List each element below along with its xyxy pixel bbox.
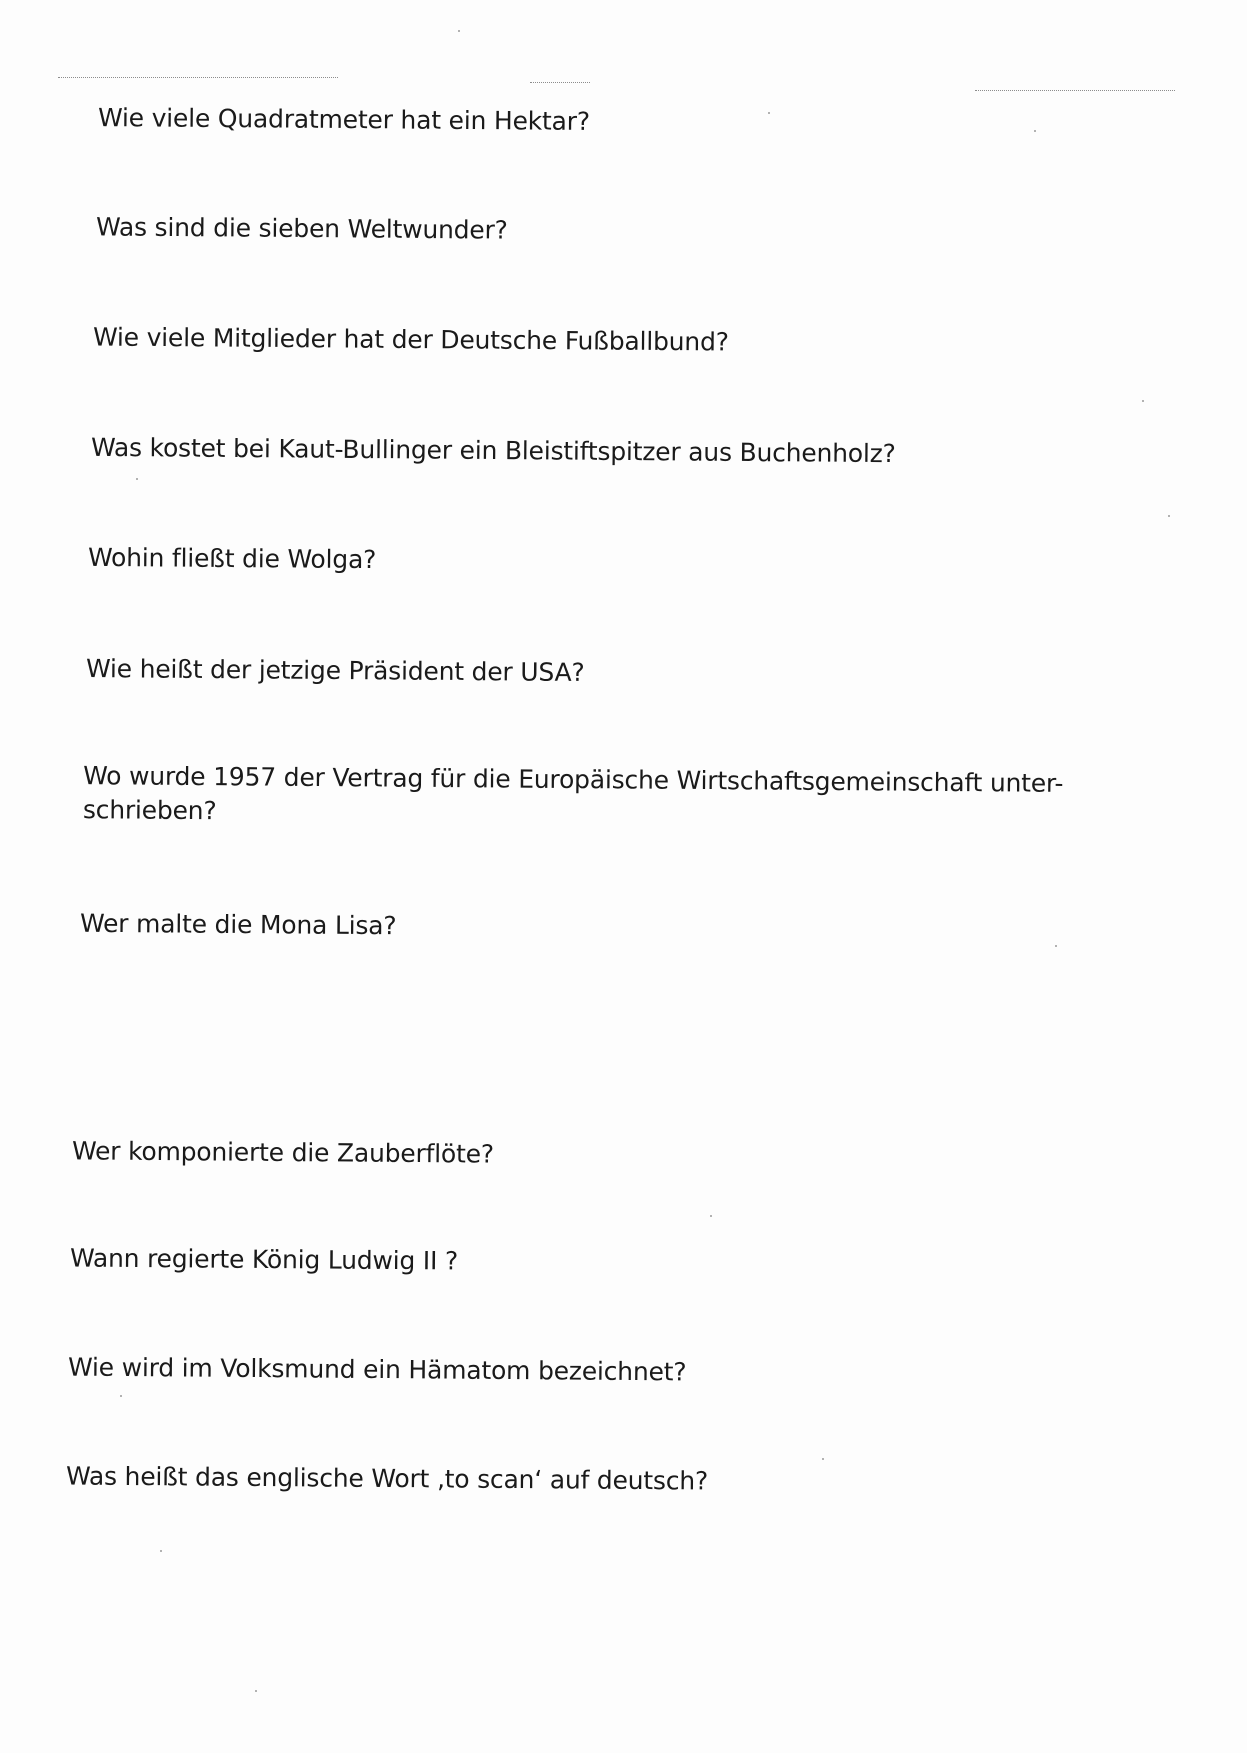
question-7-line-2: schrieben? <box>82 795 217 826</box>
question-2: Was sind die sieben Weltwunder? <box>95 212 508 245</box>
scan-speck <box>822 1458 824 1460</box>
scan-speck <box>120 1395 122 1397</box>
scan-artifact-top-right <box>975 90 1175 92</box>
scan-speck <box>160 1550 162 1552</box>
question-6: Wie heißt der jetzige Präsident der USA? <box>85 654 585 687</box>
scan-speck <box>136 478 138 480</box>
scan-speck <box>710 1215 712 1217</box>
question-5: Wohin fließt die Wolga? <box>87 542 377 575</box>
question-11: Wie wird im Volksmund ein Hämatom bezeichnet? <box>67 1352 687 1387</box>
scan-speck <box>458 30 460 32</box>
question-7 <box>83 759 1064 835</box>
scan-artifact-top-middle <box>530 82 590 84</box>
question-3: Wie viele Mitglieder hat der Deutsche Fußballbund? <box>92 322 729 357</box>
scan-artifact-top-left <box>58 77 338 79</box>
scan-speck <box>1168 515 1170 517</box>
question-1: Wie viele Quadratmeter hat ein Hektar? <box>97 103 590 136</box>
question-10: Wann regierte König Ludwig II ? <box>69 1243 459 1276</box>
scan-speck <box>255 1690 257 1692</box>
question-4: Was kostet bei Kaut-Bullinger ein Bleistiftspitzer aus Buchenholz? <box>90 432 896 469</box>
scan-speck <box>1142 400 1144 402</box>
question-9: Wer komponierte die Zauberflöte? <box>71 1136 495 1169</box>
scan-speck <box>768 112 770 114</box>
question-8: Wer malte die Mona Lisa? <box>79 908 397 941</box>
scan-speck <box>1055 945 1057 947</box>
question-12: Was heißt das englische Wort ‚to scan‘ auf deutsch? <box>65 1461 709 1496</box>
scan-speck <box>1034 130 1036 132</box>
question-7-line-1: Wo wurde 1957 der Vertrag für die Europäische Wirtschaftsgemeinschaft unter- <box>83 761 1064 798</box>
